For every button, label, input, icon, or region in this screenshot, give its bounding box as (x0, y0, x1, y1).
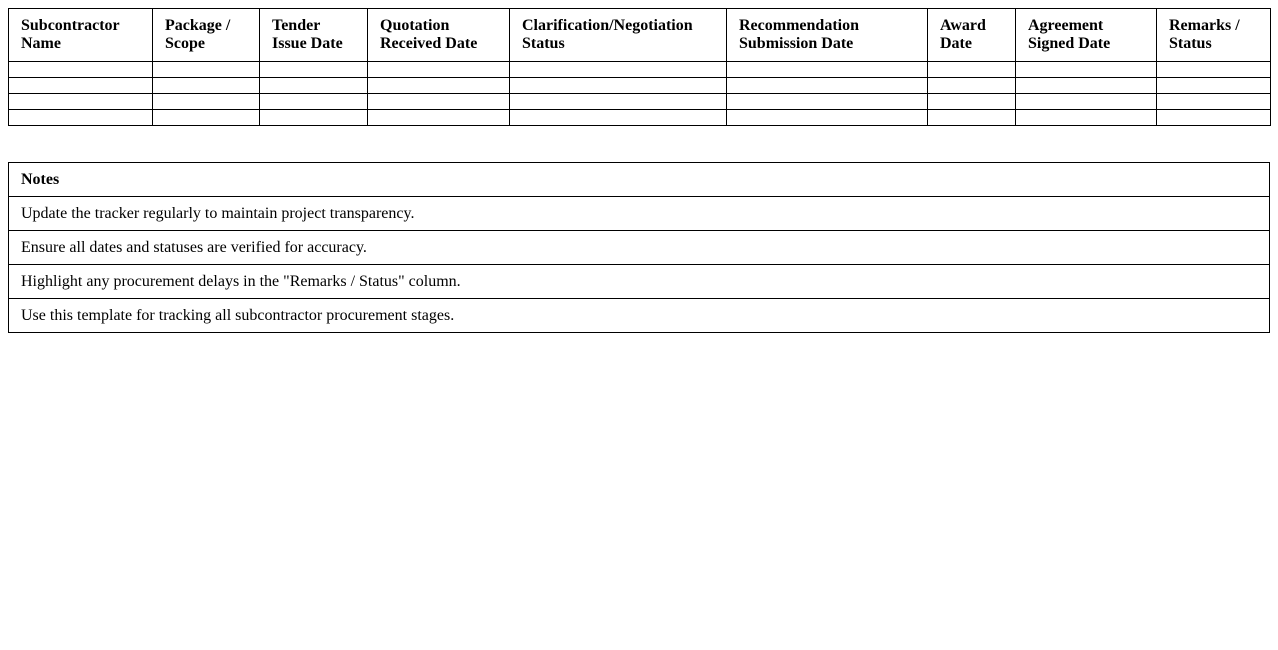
table-cell (153, 62, 260, 78)
table-cell (928, 62, 1016, 78)
table-cell (260, 78, 368, 94)
table-cell (727, 62, 928, 78)
header-text: Date (940, 35, 972, 52)
header-text: Agreement (1028, 17, 1104, 34)
column-header-award-date (928, 9, 1016, 62)
table-cell (1016, 94, 1157, 110)
table-cell (928, 78, 1016, 94)
table-cell (153, 110, 260, 126)
column-header-clarification-status (510, 9, 727, 62)
table-cell (1157, 94, 1271, 110)
table-cell (510, 110, 727, 126)
table-cell (510, 62, 727, 78)
table-cell (928, 110, 1016, 126)
table-cell (1016, 110, 1157, 126)
column-header-quotation-received-date (368, 9, 510, 62)
table-cell (1157, 62, 1271, 78)
column-header-tender-issue-date (260, 9, 368, 62)
header-text: Package / (165, 17, 231, 34)
note-item: Update the tracker regularly to maintain project transparency. (9, 197, 1270, 231)
header-text: Tender (272, 17, 321, 34)
table-cell (9, 110, 153, 126)
table-row (9, 110, 1271, 126)
header-text: Status (522, 35, 565, 52)
table-cell (153, 94, 260, 110)
table-cell (1157, 78, 1271, 94)
header-text: Clarification/Negotiation (522, 17, 693, 34)
table-cell (9, 62, 153, 78)
table-cell (510, 78, 727, 94)
header-text: Subcontractor (21, 17, 120, 34)
notes-row (9, 299, 1270, 333)
table-cell (928, 94, 1016, 110)
notes-row (9, 231, 1270, 265)
column-header-recommendation-date (727, 9, 928, 62)
table-cell (727, 94, 928, 110)
table-row (9, 78, 1271, 94)
table-cell (260, 110, 368, 126)
header-text: Recommendation (739, 17, 859, 34)
table-cell (1157, 110, 1271, 126)
table-cell (1016, 78, 1157, 94)
header-text: Remarks / (1169, 17, 1240, 34)
table-cell (510, 94, 727, 110)
table-cell (727, 110, 928, 126)
table-cell (1016, 62, 1157, 78)
notes-row (9, 265, 1270, 299)
header-text: Status (1169, 35, 1212, 52)
header-text: Name (21, 35, 61, 52)
notes-table (8, 162, 1270, 333)
table-row (9, 94, 1271, 110)
table-cell (153, 78, 260, 94)
table-cell (9, 94, 153, 110)
table-cell (9, 78, 153, 94)
table-cell (368, 94, 510, 110)
header-text: Award (940, 17, 986, 34)
header-text: Issue Date (272, 35, 343, 52)
column-header-subcontractor-name (9, 9, 153, 62)
header-text: Signed Date (1028, 35, 1111, 52)
column-header-remarks-status (1157, 9, 1271, 62)
notes-heading: Notes (9, 163, 1270, 197)
header-text: Scope (165, 35, 205, 52)
notes-header-row (9, 163, 1270, 197)
procurement-tracker-table (8, 8, 1271, 126)
table-cell (368, 62, 510, 78)
table-cell (368, 110, 510, 126)
table-cell (260, 94, 368, 110)
table-cell (260, 62, 368, 78)
column-header-agreement-signed-date (1016, 9, 1157, 62)
header-text: Submission Date (739, 35, 854, 52)
table-cell (368, 78, 510, 94)
header-text: Quotation (380, 17, 450, 34)
tracker-header-row (9, 9, 1271, 62)
header-text: Received Date (380, 35, 478, 52)
table-cell (727, 78, 928, 94)
notes-row (9, 197, 1270, 231)
note-item: Use this template for tracking all subcontractor procurement stages. (9, 299, 1270, 333)
column-header-package-scope (153, 9, 260, 62)
note-item: Ensure all dates and statuses are verified for accuracy. (9, 231, 1270, 265)
table-row (9, 62, 1271, 78)
note-item: Highlight any procurement delays in the "Remarks / Status" column. (9, 265, 1270, 299)
